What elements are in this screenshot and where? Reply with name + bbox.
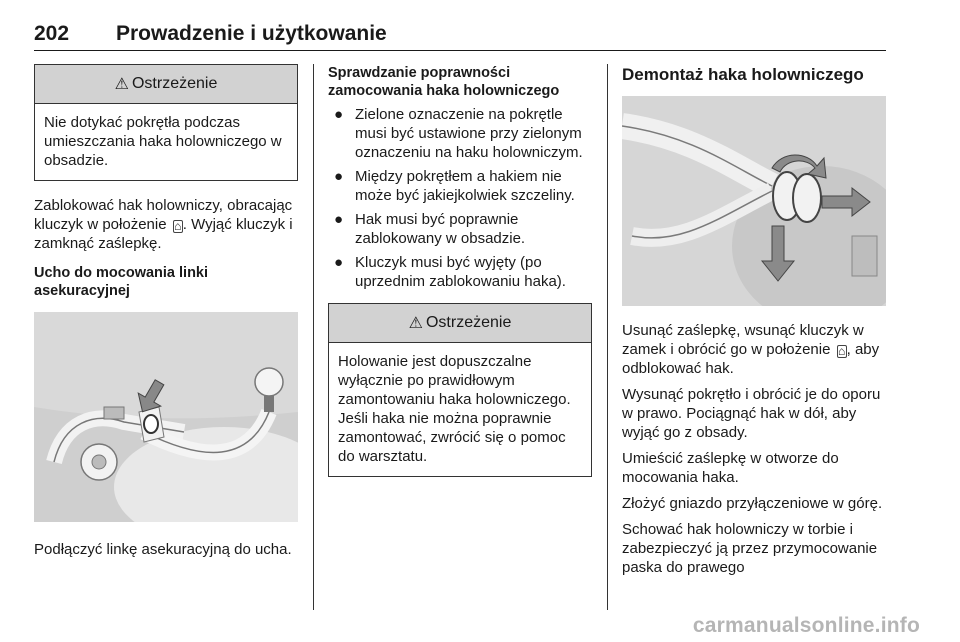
warning-icon: ⚠ [114,76,129,93]
page-number: 202 [34,22,70,45]
paragraph-text: Zablokować hak holowniczy, obracając kluczyk w położenie [34,197,293,233]
warning-header [35,65,297,104]
list-item-text: Hak musi być poprawnie zablokowany w obsadzie. [355,211,526,247]
paragraph: Wysunąć pokrętło i obrócić je do oporu w prawo. Pociągnąć hak w dół, aby wyjąć go z obsady. [622,386,881,441]
warning-text: Holowanie jest dopuszczalne wyłącznie po prawidłowym zamontowaniu haka holowniczego. Jeśli haka nie można poprawnie zamontować, zwrócić się o pomoc do warsztatu. [338,353,571,465]
paragraph [34,196,298,253]
paragraph [622,321,886,378]
warning-box [328,303,592,477]
list-item [328,253,592,291]
column-divider [313,64,314,610]
towbar-removal-illustration [622,96,886,306]
subheading: Sprawdzanie poprawności zamocowania haka holowniczego [328,65,560,99]
list-item-text: Kluczyk musi być wyjęty (po uprzednim zablokowaniu haka). [355,254,566,290]
warning-box [34,64,298,181]
paragraph: Umieścić zaślepkę w otworze do mocowania haka. [622,450,839,486]
paragraph-text: . Wyjąć kluczyk i zamknąć zaślepkę. [34,216,293,252]
list-item [328,210,592,248]
warning-header [329,304,591,343]
column-right [622,64,886,577]
lock-position-icon: ⌂ [174,219,182,233]
list-item-text: Między pokrętłem a hakiem nie może być jakiejkolwiek szczeliny. [355,168,575,204]
subheading: Ucho do mocowania linki asekuracyjnej [34,265,209,299]
list-item-text: Zielone oznaczenie na pokrętle musi być ustawione przy zielonym oznaczeniu na haku holowniczym. [355,106,583,161]
column-divider [607,64,608,610]
warning-title: Ostrzeżenie [425,314,512,331]
paragraph-text: , aby odblokować hak. [622,341,880,377]
list-item [328,105,592,162]
warning-icon: ⚠ [408,315,423,332]
paragraph: Schować hak holowniczy w torbie i zabezpieczyć ją przez przymocowanie paska do prawego [622,521,878,576]
warning-text: Nie dotykać pokrętła podczas umieszczania haka holowniczego w obsadzie. [44,114,282,169]
paragraph: Podłączyć linkę asekuracyjną do ucha. [34,541,292,558]
unlock-position-icon: ⌂ [838,344,846,358]
section-heading: Demontaż haka holowniczego [622,65,864,84]
watermark: carmanualsonline.info [692,614,920,637]
paragraph-text: Usunąć zaślepkę, wsunąć kluczyk w zamek i obrócić go w położenie [622,322,864,358]
bullet-icon: ● [334,168,344,185]
bullet-icon: ● [334,254,344,271]
page-header [34,20,886,51]
column-middle [328,64,592,477]
bullet-icon: ● [334,106,344,123]
towbar-eye-illustration [34,312,298,522]
warning-title: Ostrzeżenie [131,75,218,92]
bullet-list [328,105,592,291]
bullet-icon: ● [334,211,344,228]
paragraph: Złożyć gniazdo przyłączeniowe w górę. [622,495,883,512]
list-item [328,167,592,205]
page-title: Prowadzenie i użytkowanie [116,22,387,45]
column-left [34,64,298,559]
